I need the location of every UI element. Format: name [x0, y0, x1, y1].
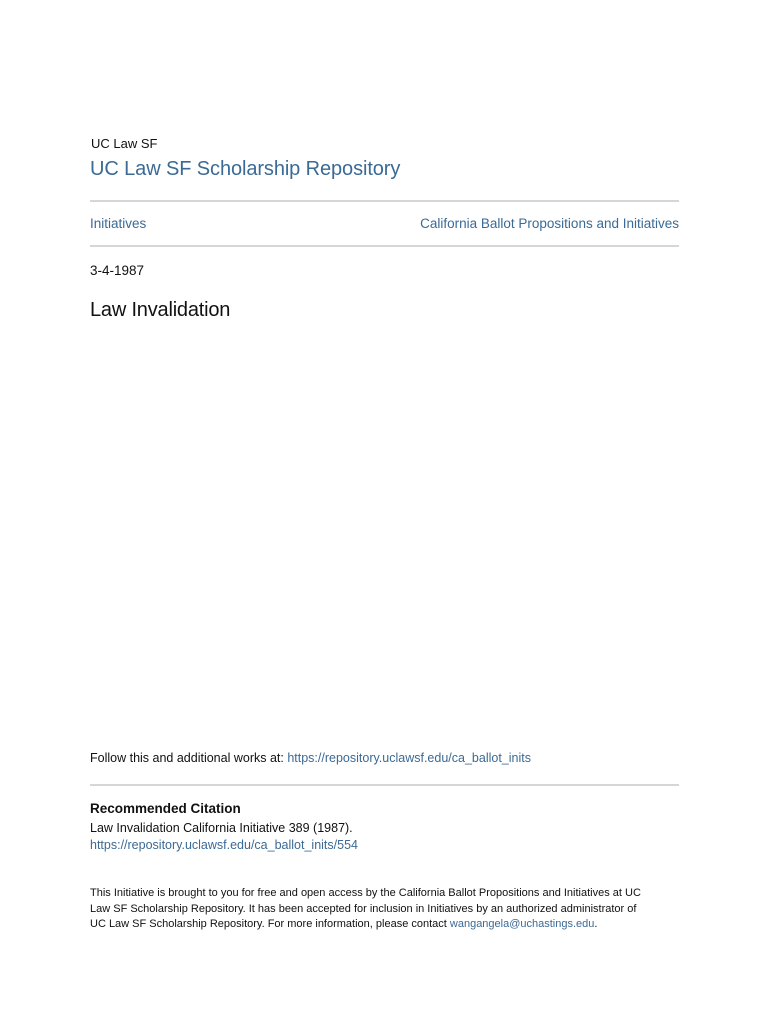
institution-name: UC Law SF: [91, 136, 158, 151]
repository-title-link[interactable]: UC Law SF Scholarship Repository: [90, 158, 401, 180]
notice-line-3: [90, 917, 680, 933]
recommended-citation-heading: Recommended Citation: [90, 801, 241, 816]
divider-top: [90, 200, 679, 202]
follow-line: [90, 751, 531, 765]
follow-url-link[interactable]: https://repository.uclawsf.edu/ca_ballot_inits: [287, 751, 531, 765]
citation-text: Law Invalidation California Initiative 389 (1987).: [90, 821, 353, 835]
access-notice: [90, 886, 680, 933]
notice-line-3-end: .: [594, 918, 598, 930]
notice-line-3-text: UC Law SF Scholarship Repository. For more information, please contact: [90, 918, 450, 930]
citation-url-link[interactable]: https://repository.uclawsf.edu/ca_ballot_inits/554: [90, 838, 358, 852]
contact-email-link[interactable]: wangangela@uchastings.edu: [449, 918, 595, 930]
publication-date: 3-4-1987: [90, 263, 145, 278]
notice-line-1: This Initiative is brought to you for free and open access by the California Ballot Propositions and Initiatives at UC: [90, 887, 641, 899]
divider-bottom: [90, 784, 679, 786]
collection-link[interactable]: California Ballot Propositions and Initiatives: [420, 216, 679, 231]
follow-text: Follow this and additional works at:: [90, 751, 288, 765]
divider-middle: [90, 245, 679, 247]
notice-line-2: Law SF Scholarship Repository. It has been accepted for inclusion in Initiatives by an authorized administrator of: [90, 902, 637, 915]
document-title: Law Invalidation: [90, 299, 231, 321]
initiatives-link[interactable]: Initiatives: [90, 216, 147, 231]
